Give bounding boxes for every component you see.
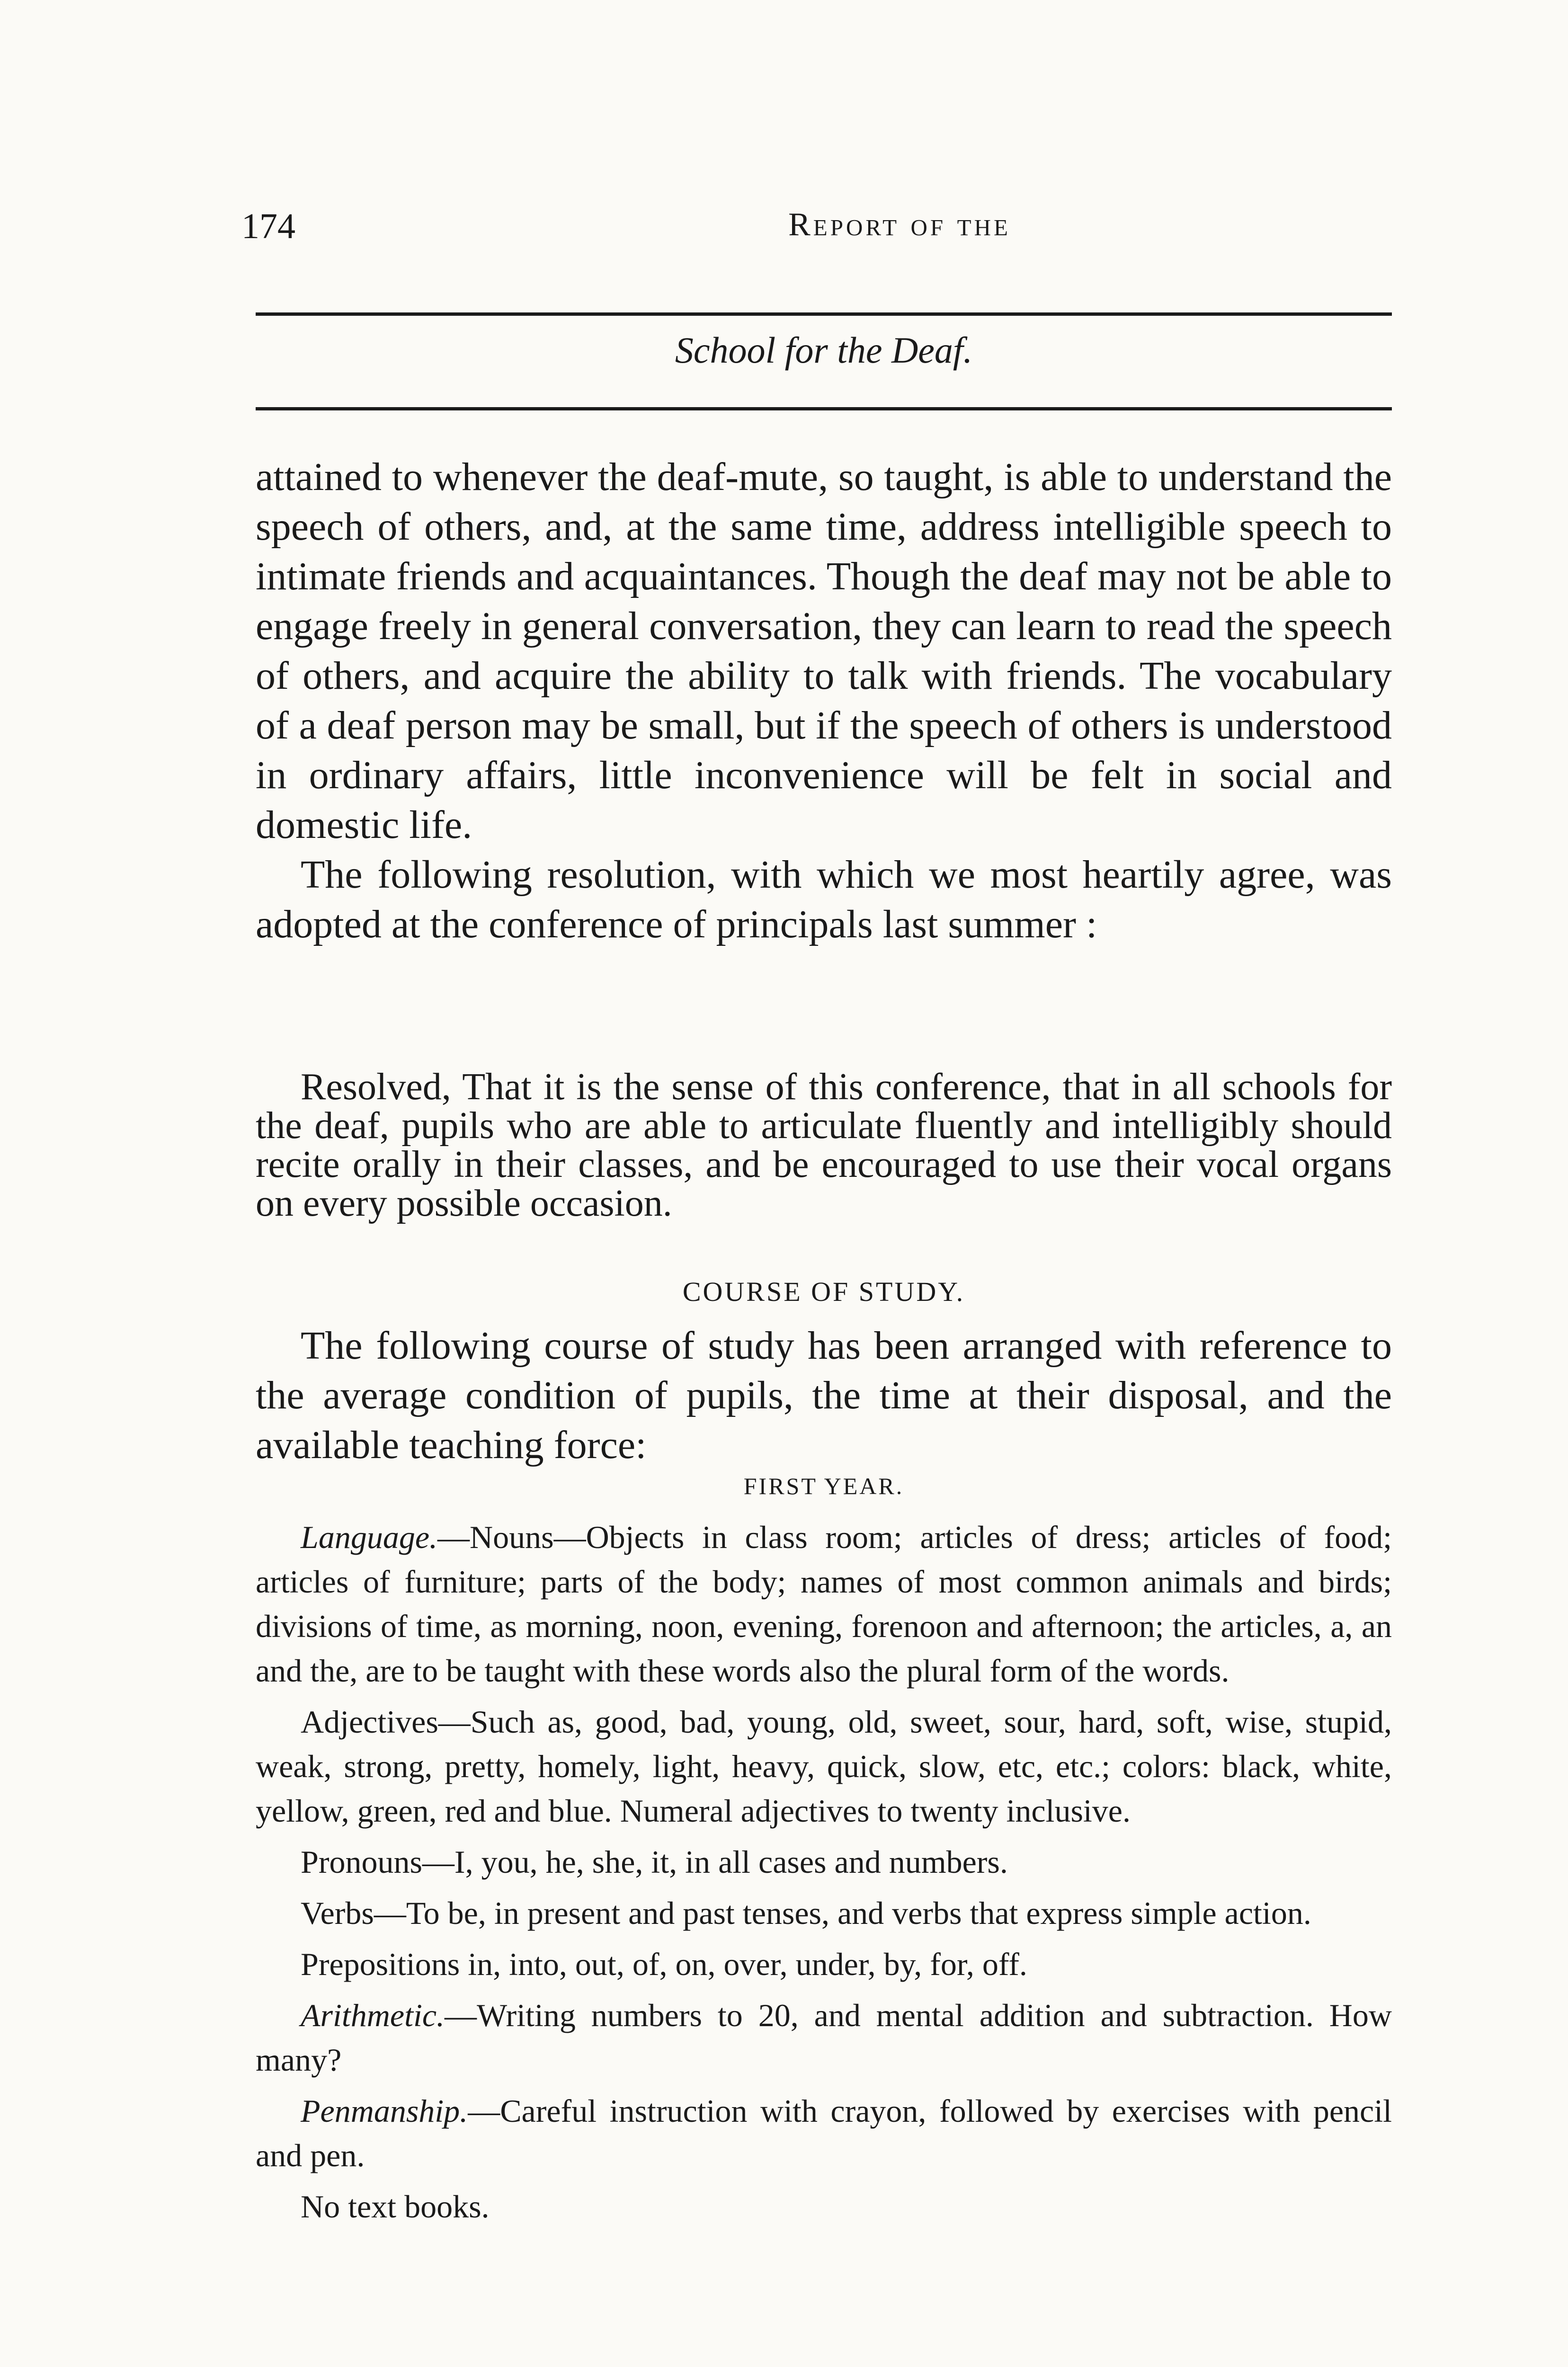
penmanship-text: —Careful instruction with crayon, followed by exercises with pencil and pen. bbox=[256, 2093, 1392, 2173]
page-number: 174 bbox=[241, 206, 295, 246]
language-text: —Nouns—Objects in class room; articles of dress; articles of food; articles of furniture; parts of the body; names of most common animals and birds; divisions of time, as morning, noon, evening, forenoon and afternoon; the articles, a, an and the, are to be taught with these words also the plural form of the words. bbox=[256, 1519, 1392, 1689]
paragraph-continuation: attained to whenever the deaf-mute, so taught, is able to understand the speech of others, and, at the same time, address intelligible speech to intimate friends and acquaintances. Though the deaf may not be able to engage freely in general conversation, they can learn to read the speech of others, and acquire the ability to talk with friends. The vocabulary of a deaf person may be small, but if the speech of others is understood in ordinary affairs, little inconvenience will be felt in social and domestic life. bbox=[256, 455, 1392, 847]
arithmetic-text: —Writing numbers to 20, and mental addition and subtraction. How many? bbox=[256, 1997, 1392, 2078]
language-label: Language. bbox=[301, 1519, 437, 1555]
header-rule-bottom bbox=[256, 407, 1392, 410]
penmanship-label: Penmanship. bbox=[301, 2093, 468, 2129]
prepositions-paragraph: Prepositions in, into, out, of, on, over, under, by, for, off. bbox=[301, 1946, 1027, 1982]
header-rule-top bbox=[256, 312, 1392, 316]
course-intro-paragraph: The following course of study has been arranged with reference to the average condition of pupils, the time at their disposal, and the available teaching force: bbox=[256, 1324, 1392, 1467]
language-paragraph bbox=[256, 1515, 1392, 1693]
body-text bbox=[256, 452, 1392, 949]
course-of-study-heading: COURSE OF STUDY. bbox=[682, 1276, 965, 1307]
running-head: Report of the bbox=[788, 206, 1011, 243]
no-text-books-paragraph: No text books. bbox=[301, 2189, 490, 2225]
arithmetic-paragraph bbox=[256, 1993, 1392, 2082]
first-year-heading: FIRST YEAR. bbox=[743, 1473, 904, 1499]
first-year-curriculum bbox=[256, 1515, 1392, 2235]
section-title: School for the Deaf. bbox=[675, 329, 973, 371]
arithmetic-label: Arithmetic. bbox=[301, 1997, 445, 2033]
paragraph-resolution-intro: The following resolution, with which we most heartily agree, was adopted at the conference of principals last summer : bbox=[256, 853, 1392, 946]
penmanship-paragraph bbox=[256, 2089, 1392, 2178]
verbs-paragraph: Verbs—To be, in present and past tenses, and verbs that express simple action. bbox=[301, 1895, 1311, 1931]
adjectives-paragraph: Adjectives—Such as, good, bad, young, old, sweet, sour, hard, soft, wise, stupid, weak, strong, pretty, homely, light, heavy, quick, slow, etc, etc.; colors: black, white, yellow, green, red and blue. Numeral adjectives to twenty inclusive. bbox=[256, 1704, 1392, 1829]
resolution-text: Resolved, That it is the sense of this conference, that in all schools for the deaf, pupils who are able to articulate fluently and intelligibly should recite orally in their classes, and be encouraged to use their vocal organs on every possible occasion. bbox=[256, 1066, 1392, 1224]
pronouns-paragraph: Pronouns—I, you, he, she, it, in all cases and numbers. bbox=[301, 1844, 1008, 1880]
